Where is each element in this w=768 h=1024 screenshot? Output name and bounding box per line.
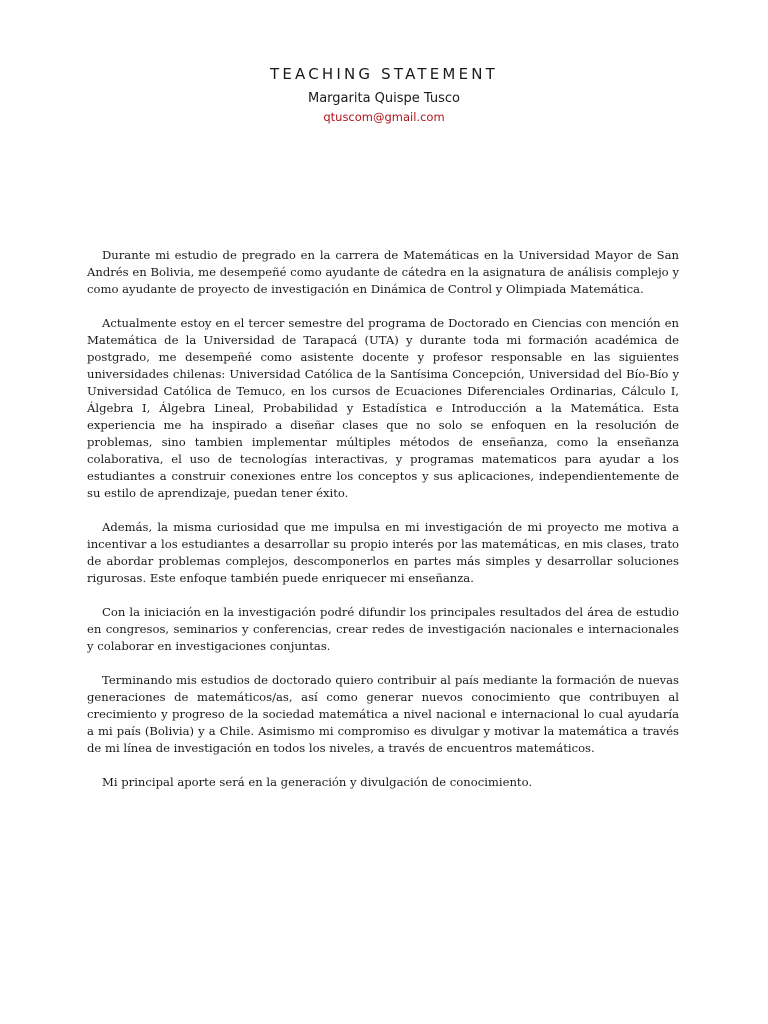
paragraph-research-dissemination: Con la iniciación en la investigación podré difundir los principales resultados del área de estudio en congresos, seminarios y conferencias, crear redes de investigación nacionales e internacionales y colaborar en investigaciones conjuntas.: [87, 605, 679, 653]
document-title: TEACHING STATEMENT: [269, 65, 499, 83]
statement-body: [87, 247, 679, 808]
paragraph-undergraduate: Durante mi estudio de pregrado en la carrera de Matemáticas en la Universidad Mayor de San Andrés en Bolivia, me desempeñé como ayudante de cátedra en la asignatura de análisis complejo y como ayudante de proyecto de investigación en Dinámica de Control y Olimpiada Matemática.: [87, 248, 679, 296]
paragraph-future-contribution: Terminando mis estudios de doctorado quiero contribuir al país mediante la formación de nuevas generaciones de matemáticos/as, así como generar nuevos conocimiento que contribuyen al crecimiento y progreso de la sociedad matemática a nivel nacional e internacional lo cual ayudaría a mi país (Bolivia) y a Chile. Asimismo mi compromiso es divulgar y motivar la matemática a través de mi línea de investigación en todos los niveles, a través de encuentros matemáticos.: [87, 673, 679, 755]
author-email-link[interactable]: qtuscom@gmail.com: [323, 110, 445, 124]
author-name: Margarita Quispe Tusco: [308, 91, 460, 106]
paragraph-doctorate-teaching: Actualmente estoy en el tercer semestre del programa de Doctorado en Ciencias con mención en Matemática de la Universidad de Tarapacá (UTA) y durante toda mi formación académica de postgrado, me desempeñé como asistente docente y profesor responsable en las siguientes universidades chilenas: Universidad Católica de la Santísima Concepción, Universidad del Bío-Bío y Universidad Católica de Temuco, en los cursos de Ecuaciones Diferenciales Ordinarias, Cálculo I, Álgebra I, Álgebra Lineal, Probabilidad y Estadística e Introducción a la Matemática. Esta experiencia me ha inspirado a diseñar clases que no solo se enfoquen en la resolución de problemas, sino tambien implementar múltiples métodos de enseñanza, como la enseñanza colaborativa, el uso de tecnologías interactivas, y programas matematicos para ayudar a los estudiantes a construir conexiones entre los conceptos y sus aplicaciones, independientemente de su estilo de aprendizaje, puedan tener éxito.: [87, 316, 679, 500]
document-header: [0, 63, 768, 126]
paragraph-main-contribution: Mi principal aporte será en la generación y divulgación de conocimiento.: [102, 775, 533, 789]
paragraph-curiosity: Además, la misma curiosidad que me impulsa en mi investigación de mi proyecto me motiva a incentivar a los estudiantes a desarrollar su propio interés por las matemáticas, en mis clases, trato de abordar problemas complejos, descomponerlos en partes más simples y desarrollar soluciones rigurosas. Este enfoque también puede enriquecer mi enseñanza.: [87, 520, 679, 585]
